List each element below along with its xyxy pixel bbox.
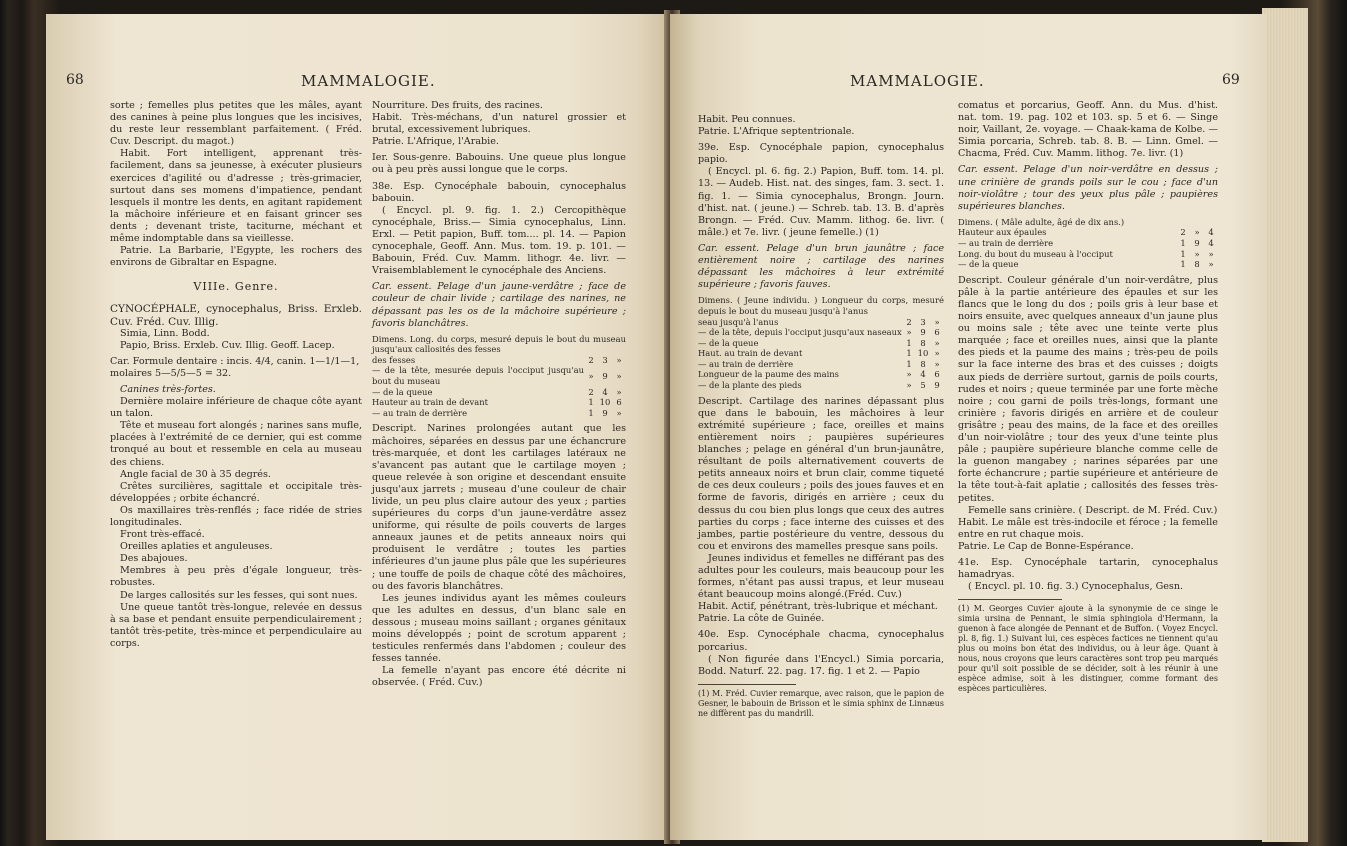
table-cell: 4 xyxy=(1208,227,1214,238)
table-cell: — de la queue xyxy=(698,337,759,348)
table-row xyxy=(372,387,626,398)
table-cell: — de la tête, depuis l'occiput jusqu'aux naseaux xyxy=(698,327,902,338)
table-cell: » xyxy=(934,316,940,327)
left-page xyxy=(46,14,678,840)
species-heading: 38e. Esp. Cynocéphale babouin, cynocephalus babouin. xyxy=(372,180,626,204)
table-cell: » xyxy=(1194,248,1200,259)
dental-formula-molars: molaires 5—5/5—5 = 32. xyxy=(110,367,232,379)
table-cell: Hauteur aux épaules xyxy=(958,227,1047,238)
table-cell: » xyxy=(616,370,622,381)
table-row xyxy=(698,369,944,380)
table-cell: 10 xyxy=(599,397,611,408)
table-cell: » xyxy=(1208,259,1214,270)
footnote-rule xyxy=(958,599,1062,600)
paragraph-habit: Habit. Très-méchans, d'un naturel grossier et brutal, excessivement lubriques. xyxy=(372,112,626,136)
footnote-rule xyxy=(698,684,796,685)
running-head-right: MAMMALOGIE. xyxy=(850,72,985,90)
table-cell: 4 xyxy=(602,386,608,397)
essential-characters: Car. essent. Pelage d'un brun jaunâtre ; face entièrement noire ; cartilage des narines dépassant les mâchoires à leur extrémité supérieure ; favoris fauves. xyxy=(698,242,944,291)
synonym: Papio, Briss. Erxleb. Cuv. Illig. Geoff. Lacep. xyxy=(120,339,335,351)
essential-characters: Car. essent. Pelage d'un jaune-verdâtre ; face de couleur de chair livide ; cartilage des narines, ne dépassant pas les os de la mâchoire supérieure ; favoris blanchâtres. xyxy=(372,281,626,329)
paragraph-habit: Habit. Actif, pénétrant, très-lubrique et méchant. xyxy=(698,601,938,613)
paragraph-patrie: Patrie. Le Cap de Bonne-Espérance. xyxy=(958,540,1134,552)
synonym: Simia, Linn. Bodd. xyxy=(120,327,210,339)
dimensions-intro: Dimens. ( Mâle adulte, âgé de dix ans.) xyxy=(958,216,1125,227)
table-cell: » xyxy=(616,407,622,418)
table-row xyxy=(958,259,1218,270)
paragraph: Femelle sans crinière. ( Descript. de M. Fréd. Cuv.) xyxy=(968,504,1218,516)
table-cell: 1 xyxy=(1180,248,1186,259)
table-cell: 6 xyxy=(934,327,940,338)
table-cell: 8 xyxy=(1194,259,1200,270)
table-cell: 6 xyxy=(934,369,940,380)
table-cell: 1 xyxy=(588,407,594,418)
table-row xyxy=(698,338,944,349)
table-cell: — au train de derrière xyxy=(958,238,1054,249)
table-cell: » xyxy=(906,380,912,391)
paragraph-habit: Habit. Fort intelligent, apprenant très-facilement, dans sa jeunesse, à exécuter plusieurs exercices d'agilité ou d'adresse ; très-grimacier, surtout dans ses momens d'impatience, pendant lesquels il montre les dents, en agitant rapidement la mâchoire inférieure et en faisant grincer ses dents ; devenant triste, taciturne, méchant et même indomptable dans sa vieillesse. xyxy=(110,148,362,245)
table-cell: 9 xyxy=(1194,238,1200,249)
character: Angle facial de 30 à 35 degrés. xyxy=(120,468,271,480)
table-cell: Haut. au train de devant xyxy=(698,348,803,359)
species-heading: 40e. Esp. Cynocéphale chacma, cynocephalus porcarius. xyxy=(698,629,944,653)
table-row xyxy=(698,317,944,328)
table-row xyxy=(372,408,626,419)
table-cell: 2 xyxy=(1180,227,1186,238)
footnote: (1) M. Georges Cuvier ajoute à la synonymie de ce singe le simia ursina de Pennant, le simia sphingiola d'Hermann, la guenon à face alongée de Pennant et de Buffon. ( Voyez Encycl. pl. 8, fig. 1.) Suivant lui, ces espèces factices ne tiennent qu'au plus ou moins bon état des individus, ou à leur âge. Quant à nous, nous croyons que leurs caractères sont trop peu marqués pour qu'il soit possible de se décider, soit à les réunir à une espèce admise, soit à les distinguer, comme formant des espèces particulières. xyxy=(958,604,1218,694)
table-row xyxy=(372,355,626,366)
paragraph-habit: Habit. Peu connues. xyxy=(698,114,796,125)
table-cell: » xyxy=(934,337,940,348)
table-row xyxy=(958,249,1218,260)
table-cell: » xyxy=(934,358,940,369)
description: Descript. Couleur générale d'un noir-verdâtre, plus pâle à la partie antérieure des épaules et sur les flancs que le long du dos ; poils gris à leur base et noirs ensuite, avec quelques anneaux d'un jaune plus ou moins sale ; tête avec une teinte verte plus marquée ; face et oreilles nues, ainsi que la plante des pieds et la paume des mains ; très-peu de poils sur la face interne des bras et des cuisses ; doigts aux pieds de derrière surtout, garnis de poils courts, rudes et noirs ; queue terminée par une forte mèche noire ; cou garni de poils très-longs, formant une crinière ; favoris dirigés en arrière et de couleur grisâtre ; peau des mains, de la face et des oreilles d'un noir-violâtre ; tour des yeux d'une teinte plus pâle ; paupière supérieure blanche comme celle de la guenon mangabey ; narines séparées par une forte échancrure ; partie supérieure et antérieure de la tête tout-à-fait aplatie ; callosités des fesses très-petites. xyxy=(958,274,1218,504)
character: De larges callosités sur les fesses, qui sont nues. xyxy=(120,589,358,601)
character: Des abajoues. xyxy=(120,553,188,565)
synonymy: ( Encycl. pl. 9. fig. 1. 2.) Cercopithèque cynocéphale, Briss.— Simia cynocephalus, Linn. Erxl. — Petit papion, Buff. tom.... pl. 14. — Papion cynocephale, Geoff. Ann. Mus. tom. 19. p. 101. — Babouin, Fréd. Cuv. Mamm. lithogr. 4e. livr. — Vraisemblablement le cynocéphale des Anciens. xyxy=(372,204,626,277)
table-cell: — de la tête, mesurée depuis l'occiput jusqu'au bout du museau xyxy=(372,365,584,387)
table-cell: — au train de derrière xyxy=(698,358,794,369)
running-head-left: MAMMALOGIE. xyxy=(301,72,436,90)
table-cell: » xyxy=(906,369,912,380)
table-cell: — de la queue xyxy=(958,259,1019,270)
dental-formula: Car. Formule dentaire : incis. 4/4, canin. 1—1/1—1, xyxy=(110,355,360,367)
table-cell: 8 xyxy=(920,358,926,369)
paragraph-patrie: Patrie. La côte de Guinée. xyxy=(698,613,825,625)
table-cell: 2 xyxy=(588,354,594,365)
left-column-1 xyxy=(110,100,362,650)
table-row xyxy=(698,359,944,370)
description: Descript. Cartilage des narines dépassant plus que dans le babouin, les mâchoires à leur extrémité supérieure ; face, oreilles et mains entièrement noirs ; paupières supérieures blanches ; pelage en général d'un brun-jaunâtre, résultant de poils alternativement couverts de petits anneaux noirs et brun clair, comme tiqueté de ces deux couleurs ; poils des joues fauves et en forme de favoris, dirigés en arrière ; ceux du dessus du cou bien plus longs que ceux des autres parties du corps ; face interne des cuisses et des jambes, partie postérieure du ventre, dessous du cou et environs des mamelles presque sans poils. xyxy=(698,395,944,552)
table-row xyxy=(958,238,1218,249)
table-cell: 3 xyxy=(602,354,608,365)
paragraph: sorte ; femelles plus petites que les mâles, ayant des canines à peine plus longues que les incisives, du reste leur ressemblant parfaitement. ( Fréd. Cuv. Descript. du magot.) xyxy=(110,100,362,148)
table-cell: 9 xyxy=(920,327,926,338)
paragraph-nourriture: Nourriture. Des fruits, des racines. xyxy=(372,100,543,111)
essential-characters: Car. essent. Pelage d'un noir-verdâtre en dessus ; une crinière de grands poils sur le cou ; face d'un noir-violâtre ; tour des yeux plus pâle ; paupières supérieures blanches. xyxy=(958,164,1218,212)
table-row xyxy=(698,327,944,338)
table-row xyxy=(372,365,626,386)
table-row xyxy=(958,227,1218,238)
dimensions-table xyxy=(372,355,626,419)
table-row xyxy=(698,348,944,359)
paragraph: La femelle n'ayant pas encore été décrite ni observée. ( Fréd. Cuv.) xyxy=(372,665,626,689)
description: Descript. Narines prolongées autant que les mâchoires, séparées en dessus par une échancrure très-marquée, et dont les cartilages latéraux ne s'avancent pas autant que le cartilage moyen ; queue relevée à son origine et descendant ensuite jusqu'aux jarrets ; museau d'une couleur de chair livide, un peu plus claire autour des yeux ; parties supérieures du corps d'un jaune-verdâtre assez uniforme, qui résulte de poils couverts de larges anneaux jaunes et de petits anneaux noirs qui produisent le verdâtre ; toutes les parties inférieures d'un jaune plus pâle que les supérieures ; une touffe de poils de chaque côté des mâchoires, ou des favoris blanchâtres. xyxy=(372,423,626,592)
table-cell: 1 xyxy=(906,358,912,369)
table-row xyxy=(698,380,944,391)
table-cell: 1 xyxy=(906,337,912,348)
dimensions-table xyxy=(958,227,1218,269)
right-column-2 xyxy=(958,100,1218,694)
genus-name: CYNOCÉPHALE, cynocephalus, Briss. Erxleb. Cuv. Fréd. Cuv. Illig. xyxy=(110,303,362,328)
character: Crêtes surcilières, sagittale et occipitale très-développées ; orbite échancré. xyxy=(110,480,362,504)
species-heading: 41e. Esp. Cynocéphale tartarin, cynocephalus hamadryas. xyxy=(958,556,1218,581)
page-edges xyxy=(1262,8,1308,842)
paragraph-patrie: Patrie. L'Afrique, l'Arabie. xyxy=(372,136,499,148)
character: Une queue tantôt très-longue, relevée en dessus à sa base et pendant ensuite perpendiculairement ; tantôt très-petite, très-mince et perpendiculaire au corps. xyxy=(110,601,362,649)
table-cell: 1 xyxy=(588,397,594,408)
character: Os maxillaires très-renflés ; face ridée de stries longitudinales. xyxy=(110,504,362,528)
dimensions-table xyxy=(698,317,944,391)
paragraph-habit: Habit. Le mâle est très-indocile et féroce ; la femelle entre en rut chaque mois. xyxy=(958,516,1218,540)
dimensions-intro: Dimens. Long. du corps, mesuré depuis le bout du museau jusqu'aux callosités des fesses xyxy=(372,333,626,355)
table-cell: 3 xyxy=(920,316,926,327)
synonymy: ( Encycl. pl. 6. fig. 2.) Papion, Buff. tom. 14. pl. 13. — Audeb. Hist. nat. des singes, fam. 3. sect. 1. fig. 1. — Simia cynocephalus, Brongn. Journ. d'hist. nat. ( jeune.) — Schreb. tab. 13. B. d'après Brongn. — Fréd. Cuv. Mamm. lithog. 6e. livr. ( mâle.) et 7e. livr. ( jeune femelle.) (1) xyxy=(698,166,944,238)
table-cell: 2 xyxy=(588,386,594,397)
paragraph-patrie: Patrie. La Barbarie, l'Egypte, les rochers des environs de Gibraltar en Espagne. xyxy=(110,245,362,269)
page-number-left: 68 xyxy=(66,72,84,88)
table-cell: 9 xyxy=(934,380,940,391)
table-cell: — de la queue xyxy=(372,386,433,397)
table-cell: 4 xyxy=(1208,238,1214,249)
subgenus-heading: Ier. Sous-genre. Babouins. Une queue plus longue ou à peu près aussi longue que le corps. xyxy=(372,152,626,176)
table-cell: Hauteur au train de devant xyxy=(372,397,488,408)
table-cell: des fesses xyxy=(372,354,416,365)
genus-heading: VIIIe. Genre. xyxy=(193,280,279,294)
table-cell: 5 xyxy=(920,380,926,391)
table-cell: » xyxy=(616,386,622,397)
paragraph-patrie: Patrie. L'Afrique septentrionale. xyxy=(698,126,855,138)
table-cell: Longueur de la paume des mains xyxy=(698,369,839,380)
table-cell: 9 xyxy=(602,407,608,418)
table-cell: 10 xyxy=(917,348,929,359)
table-cell: seau jusqu'à l'anus xyxy=(698,316,779,327)
paragraph: Les jeunes individus ayant les mêmes couleurs que les adultes en dessus, d'un blanc sale en dessous ; museau moins saillant ; organes génitaux moins développés ; point de scrotum apparent ; testicules renfermés dans l'abdomen ; couleur des fesses tannée. xyxy=(372,592,626,665)
dimensions-intro: Dimens. ( Jeune individu. ) Longueur du corps, mesuré depuis le bout du museau jusqu'à l'anus xyxy=(698,295,944,316)
table-cell: » xyxy=(906,327,912,338)
table-cell: 6 xyxy=(616,397,622,408)
right-column-1 xyxy=(698,114,944,719)
synonymy: comatus et porcarius, Geoff. Ann. du Mus. d'hist. nat. tom. 19. pag. 102 et 103. sp. 5 et 6. — Singe noir, Vaillant, 2e. voyage. — Chaak-kama de Kolbe. — Simia porcaria, Schreb. tab. 8. B. — Linn. Gmel. — Chacma, Fréd. Cuv. Mamm. lithog. 7e. livr. (1) xyxy=(958,100,1218,160)
left-column-2 xyxy=(372,100,626,690)
table-cell: Long. du bout du museau à l'occiput xyxy=(958,248,1113,259)
table-row xyxy=(372,397,626,408)
table-cell: 9 xyxy=(602,370,608,381)
paragraph: Jeunes individus et femelles ne différant pas des adultes pour les couleurs, mais beaucoup pour les formes, n'étant pas aussi trapus, et leur museau étant beaucoup moins alongé.(Fréd. Cuv.) xyxy=(698,552,944,601)
table-cell: » xyxy=(1194,227,1200,238)
synonymy: ( Encycl. pl. 10. fig. 3.) Cynocephalus, Gesn. xyxy=(968,581,1184,593)
synonymy: ( Non figurée dans l'Encycl.) Simia porcaria, Bodd. Naturf. 22. pag. 17. fig. 1 et 2. — Papio xyxy=(698,653,944,677)
table-cell: » xyxy=(1208,248,1214,259)
table-cell: » xyxy=(588,370,594,381)
table-cell: 4 xyxy=(920,369,926,380)
table-cell: 1 xyxy=(1180,259,1186,270)
table-cell: — de la plante des pieds xyxy=(698,380,802,391)
character: Dernière molaire inférieure de chaque côte ayant un talon. xyxy=(110,396,362,420)
table-cell: — au train de derrière xyxy=(372,407,468,418)
table-cell: 1 xyxy=(1180,238,1186,249)
table-cell: 8 xyxy=(920,337,926,348)
character: Oreilles aplaties et anguleuses. xyxy=(120,541,273,553)
character: Membres à peu près d'égale longueur, très-robustes. xyxy=(110,565,362,589)
table-cell: 2 xyxy=(906,316,912,327)
species-heading: 39e. Esp. Cynocéphale papion, cynocephalus papio. xyxy=(698,142,944,166)
page-number-right: 69 xyxy=(1222,72,1240,88)
table-cell: » xyxy=(934,348,940,359)
character: Canines très-fortes. xyxy=(120,383,216,395)
character: Tête et museau fort alongés ; narines sans mufle, placées à l'extrémité de ce dernier, qui est comme tronqué au bout et ressemble en cela au museau des chiens. xyxy=(110,420,362,468)
table-cell: » xyxy=(616,354,622,365)
footnote: (1) M. Fréd. Cuvier remarque, avec raison, que le papion de Gesner, le babouin de Brisson et le simia sphinx de Linnæus ne diffèrent pas du mandrill. xyxy=(698,688,944,718)
character: Front très-effacé. xyxy=(120,529,205,541)
right-page xyxy=(670,14,1266,840)
table-cell: 1 xyxy=(906,348,912,359)
